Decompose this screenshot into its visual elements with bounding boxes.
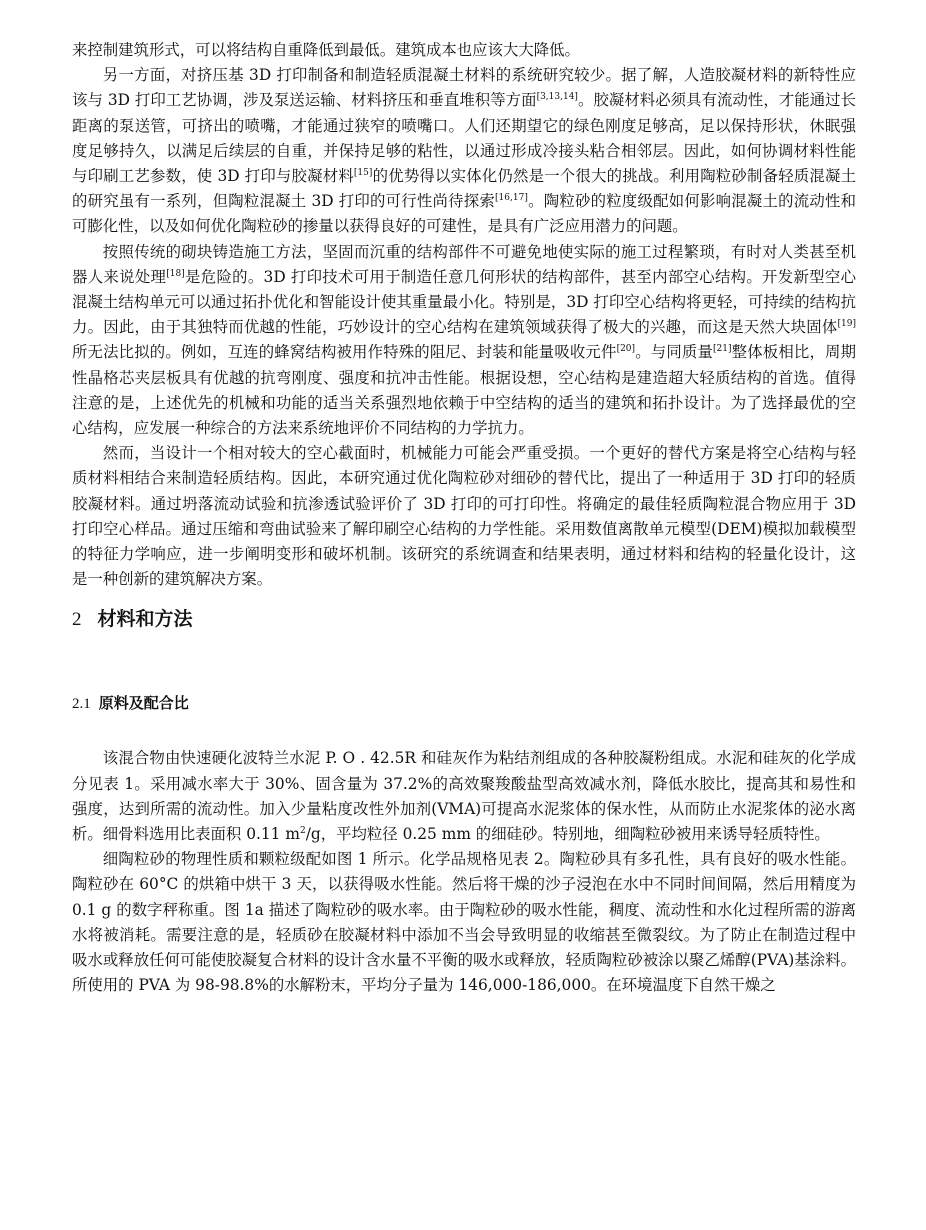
subsection-heading-raw-materials [72,691,856,716]
citation: [19] [837,319,856,330]
paragraph-text: 该混合物由快速硬化波特兰水泥 P. O . 42.5R 和硅灰作为粘结剂组成的各种胶凝粉组成。水泥和硅灰的化学成分见表 1。采用减水率大于 30%、固含量为 37.2%的高效聚羧酸盐型高效减水剂，降低水胶比，提高其和易性和强度，达到所需的流动性。加入少量粘度改性外加剂(VMA)可提高水泥浆体的保水性，从而防止水泥浆体的泌水离析。细骨料选用比表面积 0.11 m [72,749,856,844]
paragraph-text: 所无法比拟的。例如，互连的蜂窝结构被用作特殊的阻尼、封装和能量吸收元件 [72,343,617,362]
citation: [3,13,14] [536,92,578,103]
paragraph-text: 另一方面，对挤压基 3D 打印制备和制造轻质混凝土材料的系统研究较少。据了解，人造胶凝材料的新特性应该与 3D 打印工艺协调，涉及泵送运输、材料挤压和垂直堆积等方面 [72,66,856,110]
paragraph-text: 。胶凝材料必须具有流动性，才能通过长距离的泵送管，可挤出的喷嘴，才能通过狭窄的喷嘴口。人们还期望它的绿色刚度足够高，足以保持形状，休眠强度足够持久，以满足后续层的自重，并保持足够的粘性，以通过形成冷接头粘合相邻层。因此，如何协调材料性能与印刷工艺参数，使 3D 打印与胶凝材料 [72,91,856,186]
citation: [18] [166,268,185,279]
paragraph-intro-end [72,38,856,63]
subsection-title: 原料及配合比 [98,694,189,713]
citation: [16,17] [495,193,528,204]
section-title: 材料和方法 [97,608,193,631]
document-page [72,38,856,999]
paragraph-text: /g，平均粒径 0.25 mm 的细硅砂。特别地，细陶粒砂被用来诱导轻质特性。 [305,825,830,844]
paragraph-mixture-composition [72,746,856,847]
paragraph-text: 。陶粒砂的粒度级配如何影响混凝土的流动性和可膨化性，以及如何优化陶粒砂的掺量以获得良好的可建性，是具有广泛应用潜力的问题。 [72,192,856,236]
section-number: 2 [72,609,82,631]
citation: [20] [616,344,636,355]
paragraph-text: 是危险的。3D 打印技术可用于制造任意几何形状的结构部件，甚至内部空心结构。开发新型空心混凝土结构单元可以通过拓扑优化和智能设计使其重量最小化。特别是，3D 打印空心结构将更轻，可持续的结构抗力。因此，由于其独特而优越的性能，巧妙设计的空心结构在建筑领域获得了极大的兴趣，而这是天然大块固体 [72,267,856,337]
paragraph-text: 然而，当设计一个相对较大的空心截面时，机械能力可能会严重受损。一个更好的替代方案是将空心结构与轻质材料相结合来制造轻质结构。因此，本研究通过优化陶粒砂对细砂的替代比，提出了一种适用于 3D 打印的轻质胶凝材料。通过坍落流动试验和抗渗透试验评价了 3D 打印的可打印性。将确定的最佳轻质陶粒混合物应用于 3D 打印空心样品。通过压缩和弯曲试验来了解印刷空心结构的力学性能。采用数值离散单元模型(DEM)模拟加载模型的特征力学响应，进一步阐明变形和破坏机制。该研究的系统调查和结果表明，通过材料和结构的轻量化设计，这是一种创新的建筑解决方案。 [72,444,856,589]
paragraph-text: 整体板相比，周期性晶格芯夹层板具有优越的抗弯刚度、强度和抗冲击性能。根据设想，空心结构是建造超大轻质结构的首选。值得注意的是，上述优先的机械和功能的适当关系强烈地依赖于中空结构的适当的建筑和拓扑设计。为了选择最优的空心结构，应发展一种综合的方法来系统地评价不同结构的力学抗力。 [72,343,856,438]
paragraph-study-overview [72,441,856,592]
paragraph-text: 。与同质量 [635,343,714,362]
paragraph-hollow-structures [72,240,856,442]
citation: [15] [353,168,373,179]
paragraph-3d-printing-materials [72,63,856,239]
section-heading-materials-methods [72,606,856,633]
citation: [21] [713,344,732,355]
paragraph-ceramsite-sand-properties [72,847,856,998]
paragraph-text: 来控制建筑形式，可以将结构自重降低到最低。建筑成本也应该大大降低。 [72,41,580,59]
paragraph-text: 的优势得以实体化仍然是一个很大的挑战。利用陶粒砂制备轻质混凝土的研究虽有一系列，但陶粒混凝土 3D 打印的可行性尚待探索 [72,167,856,211]
subsection-number: 2.1 [72,696,91,713]
superscript: 2 [299,826,306,837]
paragraph-text: 按照传统的砌块铸造施工方法，坚固而沉重的结构部件不可避免地使实际的施工过程繁琐，有时对人类甚至机器人来说处理 [72,242,856,286]
paragraph-text: 细陶粒砂的物理性质和颗粒级配如图 1 所示。化学品规格见表 2。陶粒砂具有多孔性，具有良好的吸水性能。陶粒砂在 60°C 的烘箱中烘干 3 天，以获得吸水性能。然后将干燥的沙子浸泡在水中不同时间间隔，然后用精度为 0.1 g 的数字秤称重。图 1a 描述了陶粒砂的吸水率。由于陶粒砂的吸水性能，稠度、流动性和水化过程所需的游离水将被消耗。需要注意的是，轻质砂在胶凝材料中添加不当会导致明显的收缩甚至微裂纹。为了防止在制造过程中吸水或释放任何可能使胶凝复合材料的设计含水量不平衡的吸水或释放，轻质陶粒砂被涂以聚乙烯醇(PVA)基涂料。所使用的 PVA 为 98-98.8%的水解粉末，平均分子量为 146,000-186,000。在环境温度下自然干燥之 [72,850,856,995]
